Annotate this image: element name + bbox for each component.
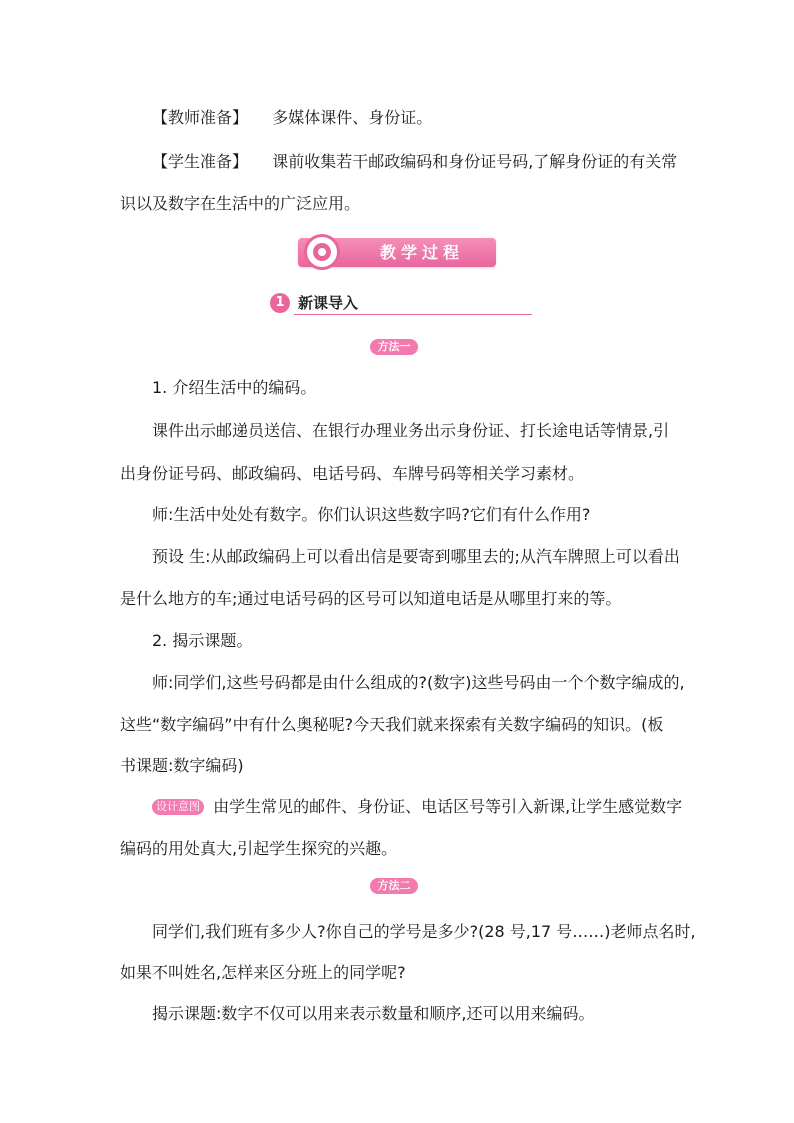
method-one-badge: 方法一 (370, 339, 418, 355)
student-prep-text-2: 识以及数字在生活中的广泛应用。 (120, 194, 361, 213)
method1-p6-line1: 师:同学们,这些号码都是由什么组成的?(数字)这些号码由一个个数字编成的, (152, 673, 685, 692)
method1-p5: 2. 揭示课题。 (152, 631, 253, 650)
method1-p4-line1: 预设 生:从邮政编码上可以看出信是要寄到哪里去的;从汽车牌照上可以看出 (152, 547, 680, 566)
design-intent-line2: 编码的用处真大,引起学生探究的兴趣。 (120, 839, 398, 858)
teacher-prep-text: 多媒体课件、身份证。 (272, 108, 433, 127)
method1-p4-line2: 是什么地方的车;通过电话号码的区号可以知道电话是从哪里打来的等。 (120, 589, 622, 608)
student-prep (152, 152, 712, 172)
design-intent (152, 797, 712, 817)
design-intent-line1: 由学生常见的邮件、身份证、电话区号等引入新课,让学生感觉数字 (213, 797, 683, 816)
method2-p1-line2: 如果不叫姓名,怎样来区分班上的同学呢? (120, 963, 406, 982)
banner-title: 教学过程 (379, 243, 464, 262)
banner-target-icon (304, 234, 340, 270)
section-number-badge: 1 (270, 293, 290, 313)
section-heading (270, 292, 532, 316)
student-prep-tag: 【学生准备】 (152, 152, 249, 171)
method2-p1-line1: 同学们,我们班有多少人?你自己的学号是多少?(28 号,17 号……)老师点名时, (152, 922, 696, 941)
section-divider (294, 314, 532, 315)
student-prep-text-1: 课前收集若干邮政编码和身份证号码,了解身份证的有关常 (272, 152, 678, 171)
teacher-prep-tag: 【教师准备】 (152, 108, 249, 127)
method1-p6-line2: 这些“数字编码”中有什么奥秘呢?今天我们就来探索有关数字编码的知识。(板 (120, 715, 664, 734)
design-intent-badge: 设计意图 (152, 799, 204, 815)
method-two-badge: 方法二 (370, 878, 418, 894)
teacher-prep (152, 108, 712, 128)
method1-p6-line3: 书课题:数字编码) (120, 756, 244, 775)
section-title: 新课导入 (298, 294, 359, 312)
section-banner (298, 238, 496, 267)
method1-p2-line1: 课件出示邮递员送信、在银行办理业务出示身份证、打长途电话等情景,引 (152, 421, 670, 440)
method1-p1: 1. 介绍生活中的编码。 (152, 378, 317, 397)
method2-p2: 揭示课题:数字不仅可以用来表示数量和顺序,还可以用来编码。 (152, 1004, 595, 1023)
method1-p3: 师:生活中处处有数字。你们认识这些数字吗?它们有什么作用? (152, 505, 591, 524)
method1-p2-line2: 出身份证号码、邮政编码、电话号码、车牌号码等相关学习素材。 (120, 464, 585, 483)
